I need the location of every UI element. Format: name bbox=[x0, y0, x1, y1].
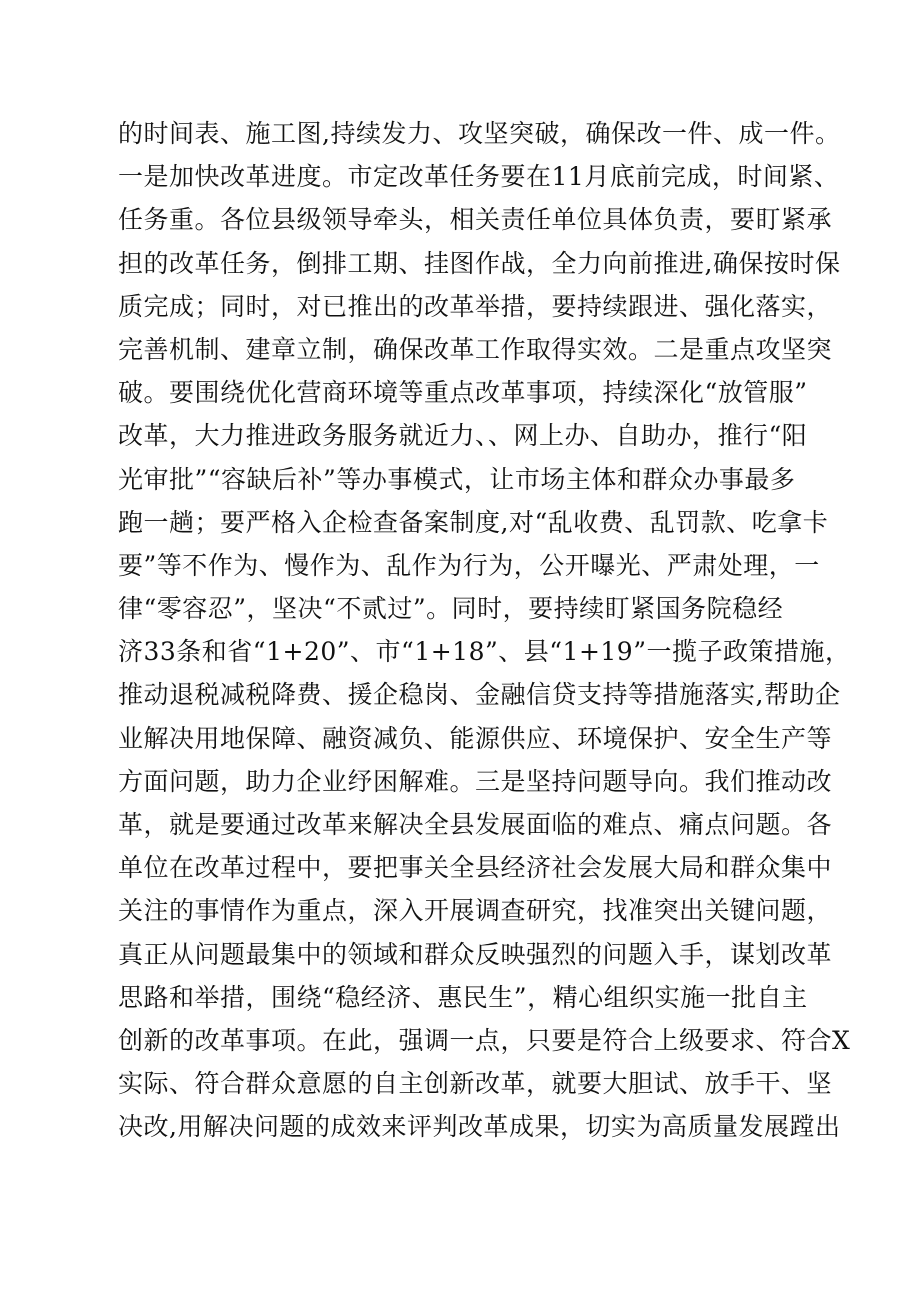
text-line-7: 破。要围绕优化营商环境等重点改革事项，持续深化“放管服” bbox=[118, 378, 808, 408]
text-line-21: 思路和举措，围绕“稳经济、惠民生”，精心组织实施一批自主 bbox=[118, 982, 808, 1012]
text-line-5: 质完成；同时，对已推出的改革举措，要持续跟进、强化落实， bbox=[118, 291, 833, 321]
text-line-11: 要”等不作为、慢作为、乱作为行为，公开曝光、严肃处理，一 bbox=[118, 550, 820, 580]
text-line-2: 一是加快改革进度。市定改革任务要在11月底前完成，时间紧、 bbox=[118, 162, 840, 192]
text-line-24: 决改,用解决问题的成效来评判改革成果，切实为高质量发展蹚出 bbox=[118, 1112, 841, 1142]
text-line-14: 推动退税减税降费、援企稳岗、金融信贷支持等措施落实,帮助企 bbox=[118, 680, 841, 710]
text-line-22: 创新的改革事项。在此，强调一点，只要是符合上级要求、符合X bbox=[118, 1025, 851, 1055]
text-line-15: 业解决用地保障、融资减负、能源供应、环境保护、安全生产等 bbox=[118, 723, 833, 753]
text-line-20: 真正从问题最集中的领域和群众反映强烈的问题入手，谋划改革 bbox=[118, 939, 833, 969]
text-line-3: 任务重。各位县级领导牵头，相关责任单位具体负责，要盯紧承 bbox=[118, 205, 833, 235]
text-line-18: 单位在改革过程中，要把事关全县经济社会发展大局和群众集中 bbox=[118, 853, 833, 883]
text-line-10: 跑一趟；要严格入企检查备案制度,对“乱收费、乱罚款、吃拿卡 bbox=[118, 507, 829, 537]
text-line-19: 关注的事情作为重点，深入开展调查研究，找准突出关键问题， bbox=[118, 896, 833, 926]
text-line-23: 实际、符合群众意愿的自主创新改革，就要大胆试、放手干、坚 bbox=[118, 1069, 833, 1099]
text-line-6: 完善机制、建章立制，确保改革工作取得实效。二是重点攻坚突 bbox=[118, 334, 833, 364]
text-line-17: 革，就是要通过改革来解决全县发展面临的难点、痛点问题。各 bbox=[118, 810, 833, 839]
text-line-12: 律“零容忍”，坚决“不贰过”。同时，要持续盯紧国务院稳经 bbox=[118, 594, 784, 624]
text-line-13: 济33条和省“1+20”、市“1+18”、县“1+19”一揽子政策措施， bbox=[118, 637, 851, 667]
text-line-4: 担的改革任务，倒排工期、挂图作战，全力向前推进,确保按时保 bbox=[118, 248, 841, 278]
text-line-8: 改革，大力推进政务服务就近力、、网上办、自助办，推行“阳 bbox=[118, 421, 808, 451]
text-line-9: 光审批”“容缺后补”等办事模式，让市场主体和群众办事最多 bbox=[118, 464, 796, 494]
text-line-16: 方面问题，助力企业纾困解难。三是坚持问题导向。我们推动改 bbox=[118, 766, 833, 796]
text-line-1: 的时间表、施工图,持续发力、攻坚突破，确保改一件、成一件。 bbox=[118, 119, 841, 148]
body-text bbox=[118, 112, 851, 1149]
